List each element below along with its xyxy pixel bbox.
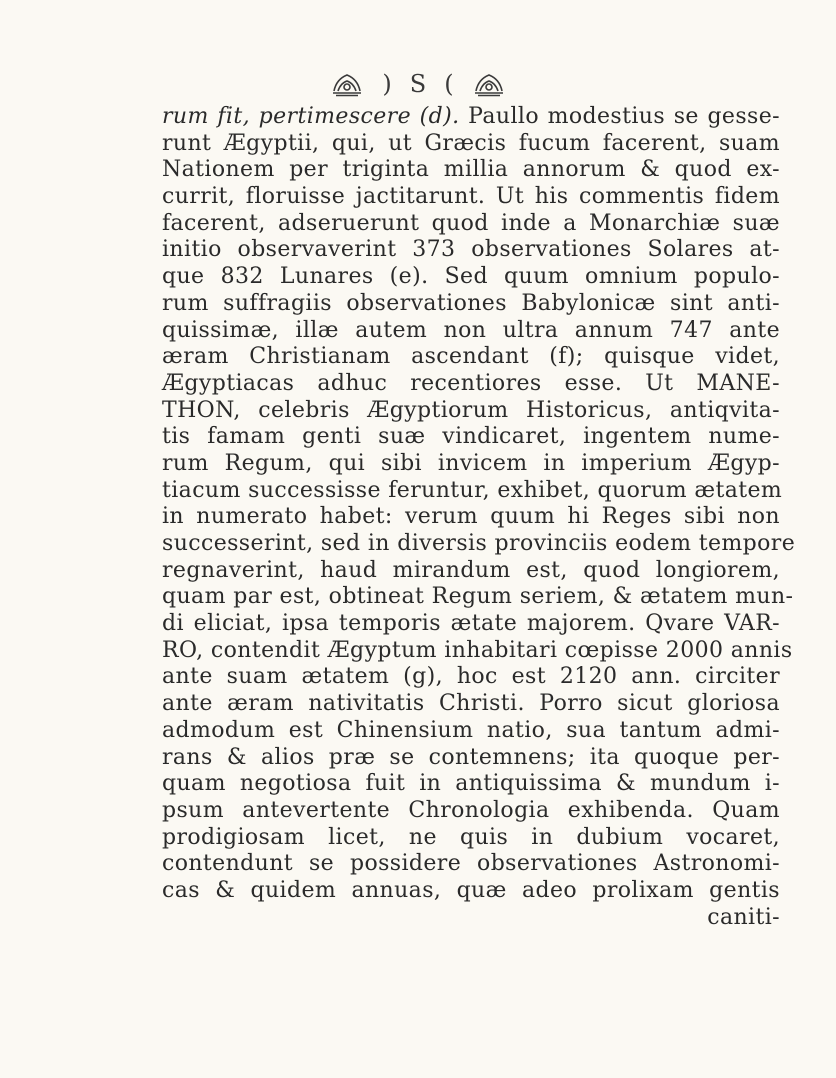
text-line: di eliciat, ipsa temporis ætate majorem. Qvare VAR- <box>162 611 780 637</box>
header-right-bracket: ( <box>444 70 454 98</box>
text-run: Paullo modestius se gesse- <box>459 104 780 129</box>
text-line: rans & alios præ se contemnens; ita quoque per- <box>162 744 780 770</box>
italic-run: rum fit, pertimescere (d). <box>162 104 460 129</box>
text-line: THON, celebris Ægyptiorum Historicus, antiqvita- <box>162 397 780 423</box>
header-left-bracket: ) <box>382 70 392 98</box>
text-lines <box>162 130 796 905</box>
text-line: rum suffragiis observationes Babylonicæ sint anti- <box>162 290 780 316</box>
text-line: runt Ægyptii, qui, ut Græcis fucum facerent, suam <box>162 130 780 156</box>
text-line: initio observaverint 373 observationes Solares at- <box>162 237 780 263</box>
catchword: caniti- <box>707 904 780 930</box>
text-line: admodum est Chinensium natio, sua tantum admi- <box>162 717 780 743</box>
text-line: in numerato habet: verum quum hi Reges sibi non <box>162 504 780 530</box>
text-line: RO, contendit Ægyptum inhabitari cœpisse 2000 annis <box>162 637 793 663</box>
text-line: ante æram nativitatis Christi. Porro sicut gloriosa <box>162 691 780 717</box>
text-line: currit, floruisse jactitarunt. Ut his commentis fidem <box>162 184 780 210</box>
body-text <box>162 104 796 931</box>
right-ornament-icon <box>472 71 506 97</box>
text-line: psum antevertente Chronologia exhibenda. Quam <box>162 797 780 823</box>
text-line: tis famam genti suæ vindicaret, ingentem nume- <box>162 424 780 450</box>
text-line: tiacum successisse feruntur, exhibet, quorum ætatem <box>162 477 783 503</box>
text-line: quam par est, obtineat Regum seriem, & ætatem mun- <box>162 584 794 610</box>
text-line: Nationem per triginta millia annorum & quod ex- <box>162 157 780 183</box>
signature-mark: S <box>409 70 427 98</box>
page-header <box>0 66 836 102</box>
text-line: Ægyptiacas adhuc recentiores esse. Ut MANE- <box>162 370 780 396</box>
text-line: æram Christianam ascendant (f); quisque videt, <box>162 344 780 370</box>
text-line: facerent, adseruerunt quod inde a Monarchiæ suæ <box>162 210 780 236</box>
left-ornament-icon <box>330 71 364 97</box>
text-line: quam negotiosa fuit in antiquissima & mundum i- <box>162 771 780 797</box>
text-line: cas & quidem annuas, quæ adeo prolixam gentis <box>162 877 780 903</box>
text-line: prodigiosam licet, ne quis in dubium vocaret, <box>162 824 780 850</box>
text-line: quissimæ, illæ autem non ultra annum 747 ante <box>162 317 780 343</box>
text-line: rum Regum, qui sibi invicem in imperium Ægyp- <box>162 450 780 476</box>
text-line: successerint, sed in diversis provinciis eodem tempore <box>162 531 796 556</box>
text-line: ante suam ætatem (g), hoc est 2120 ann. circiter <box>162 664 780 690</box>
text-line: que 832 Lunares (e). Sed quum omnium populo- <box>162 264 780 290</box>
text-line: contendunt se possidere observationes Astronomi- <box>162 851 780 877</box>
text-line: regnaverint, haud mirandum est, quod longiorem, <box>162 557 780 583</box>
text-line-first <box>162 104 780 131</box>
